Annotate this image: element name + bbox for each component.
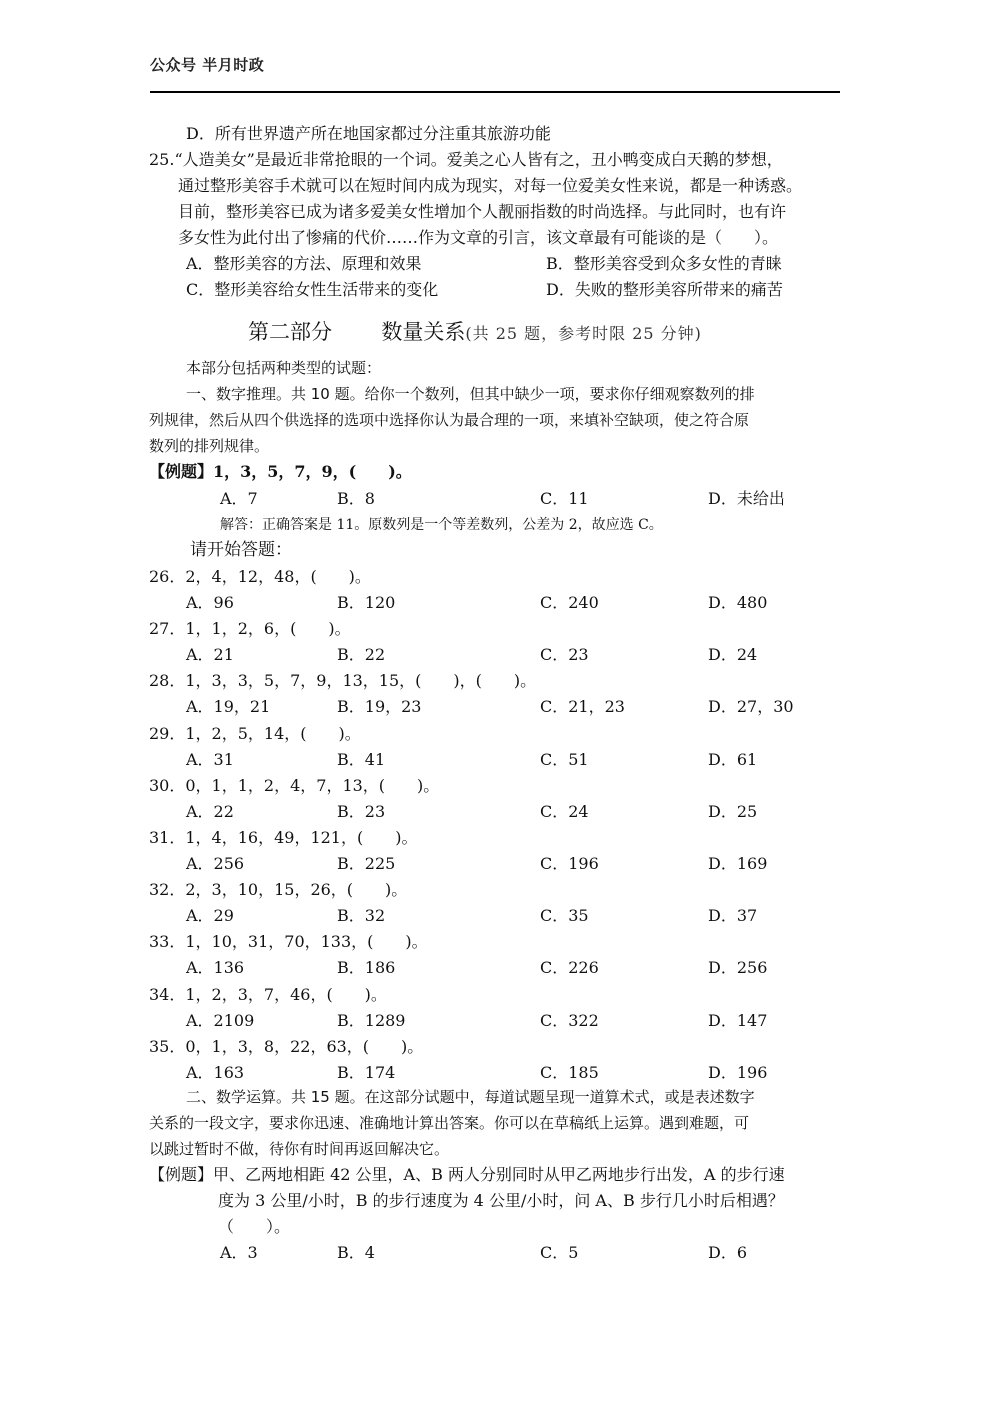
question-option-c: C．196 [540,854,599,873]
question-option-a: A．96 [186,593,234,612]
question-option-a: A．163 [186,1063,245,1082]
question-option-c: C．24 [540,802,589,821]
question-option-c: C．35 [540,906,589,925]
q25-line: 通过整形美容手术就可以在短时间内成为现实，对每一位爱美女性来说，都是一种诱惑。 [178,176,803,195]
question-option-c: C．226 [540,958,599,977]
type2-line: 关系的一段文字，要求你迅速、准确地计算出答案。你可以在草稿纸上运算。遇到难题，可 [149,1114,750,1132]
example1-option-c: C．11 [540,489,589,508]
q25-option-b: B．整形美容受到众多女性的青睐 [546,254,782,273]
example2-line: 度为 3 公里/小时，B 的步行速度为 4 公里/小时，问 A、B 步行几小时后相遇？ [218,1191,784,1210]
q25-option-d: D．失败的整形美容所带来的痛苦 [546,280,783,299]
example2-option-c: C．5 [540,1243,579,1262]
question-option-b: B．120 [337,593,396,612]
q25-line: 25.“人造美女”是最近非常抢眼的一个词。爱美之心人皆有之，丑小鸭变成白天鹅的梦想， [149,150,783,169]
question-stem: 34．1，2，3，7，46，( )。 [149,985,387,1004]
q25-option-c: C．整形美容给女性生活带来的变化 [186,280,439,299]
question-option-d: D．25 [708,802,758,821]
type2-line: 以跳过暂时不做，待你有时间再返回解决它。 [149,1140,450,1158]
example1-answer: 解答：正确答案是 11。原数列是一个等差数列，公差为 2，故应选 C。 [220,517,663,533]
question-option-a: A．2109 [186,1011,255,1030]
question-option-d: D．196 [708,1063,768,1082]
q25-line: 目前，整形美容已成为诸多爱美女性增加个人靓丽指数的时尚选择。与此同时，也有许 [178,202,787,221]
question-option-b: B．174 [337,1063,396,1082]
question-option-d: D．27，30 [708,697,794,716]
example2-option-b: B．4 [337,1243,375,1262]
type1-line: 数列的排列规律。 [149,437,270,455]
type2-line: 二、数学运算。共 15 题。在这部分试题中，每道试题呈现一道算术式，或是表述数字 [186,1088,755,1106]
question-option-a: A．21 [186,645,234,664]
question-stem: 31．1，4，16，49，121，( )。 [149,828,418,847]
start-prompt: 请开始答题： [190,540,292,560]
example2-line: （ ）。 [218,1217,291,1236]
question-stem: 27．1，1，2，6，( )。 [149,619,351,638]
question-option-d: D．480 [708,593,768,612]
question-option-d: D．256 [708,958,768,977]
question-option-d: D．169 [708,854,768,873]
question-option-c: C．21，23 [540,697,625,716]
question-option-d: D．37 [708,906,758,925]
question-option-b: B．41 [337,750,386,769]
question-option-c: C．185 [540,1063,599,1082]
question-option-b: B．225 [337,854,396,873]
example1-option-a: A．7 [220,489,258,508]
q24-option-d: D．所有世界遗产所在地国家都过分注重其旅游功能 [186,124,551,143]
question-option-a: A．19，21 [186,697,271,716]
question-option-a: A．22 [186,802,234,821]
section-name: 数量关系 [381,320,466,344]
section-intro: 本部分包括两种类型的试题： [186,359,382,377]
q25-line: 多女性为此付出了惨痛的代价……作为文章的引言，该文章最有可能谈的是（ ）。 [178,228,779,247]
example2-line: 【例题】甲、乙两地相距 42 公里，A、B 两人分别同时从甲乙两地步行出发，A 的步行速 [149,1165,785,1184]
page-header: 公众号 半月时政 [150,56,265,74]
example2-option-d: D．6 [708,1243,748,1262]
question-stem: 35．0，1，3，8，22，63，( )。 [149,1037,424,1056]
header-rule [150,91,840,93]
question-option-d: D．61 [708,750,758,769]
section-title [248,316,702,346]
question-option-b: B．186 [337,958,396,977]
example2-option-a: A．3 [220,1243,258,1262]
example1-option-d: D．未给出 [708,489,785,508]
question-stem: 26．2，4，12，48，( )。 [149,567,371,586]
example1-stem: 【例题】1，3，5，7，9，( )。 [149,462,412,481]
question-option-a: A．256 [186,854,245,873]
question-option-b: B．32 [337,906,386,925]
question-option-b: B．22 [337,645,386,664]
question-stem: 29．1，2，5，14，( )。 [149,724,361,743]
question-option-b: B．23 [337,802,386,821]
question-option-a: A．136 [186,958,245,977]
question-option-c: C．322 [540,1011,599,1030]
question-option-d: D．147 [708,1011,768,1030]
q25-option-a: A．整形美容的方法、原理和效果 [186,254,422,273]
question-option-d: D．24 [708,645,758,664]
question-stem: 32．2，3，10，15，26，( )。 [149,880,408,899]
question-option-b: B．1289 [337,1011,406,1030]
section-subtitle: (共 25 题，参考时限 25 分钟) [465,324,702,343]
question-option-c: C．51 [540,750,589,769]
question-stem: 28．1，3，3，5，7，9，13，15，( )，( )。 [149,671,537,690]
question-option-c: C．240 [540,593,599,612]
example1-option-b: B．8 [337,489,375,508]
question-option-b: B．19，23 [337,697,422,716]
type1-line: 列规律，然后从四个供选择的选项中选择你认为最合理的一项，来填补空缺项，使之符合原 [149,411,750,429]
question-stem: 30．0，1，1，2，4，7，13，( )。 [149,776,440,795]
question-option-a: A．31 [186,750,234,769]
question-option-c: C．23 [540,645,589,664]
question-option-a: A．29 [186,906,234,925]
section-part: 第二部分 [248,320,332,344]
question-stem: 33．1，10，31，70，133，( )。 [149,932,428,951]
type1-line: 一、数字推理。共 10 题。给你一个数列，但其中缺少一项，要求你仔细观察数列的排 [186,385,755,403]
